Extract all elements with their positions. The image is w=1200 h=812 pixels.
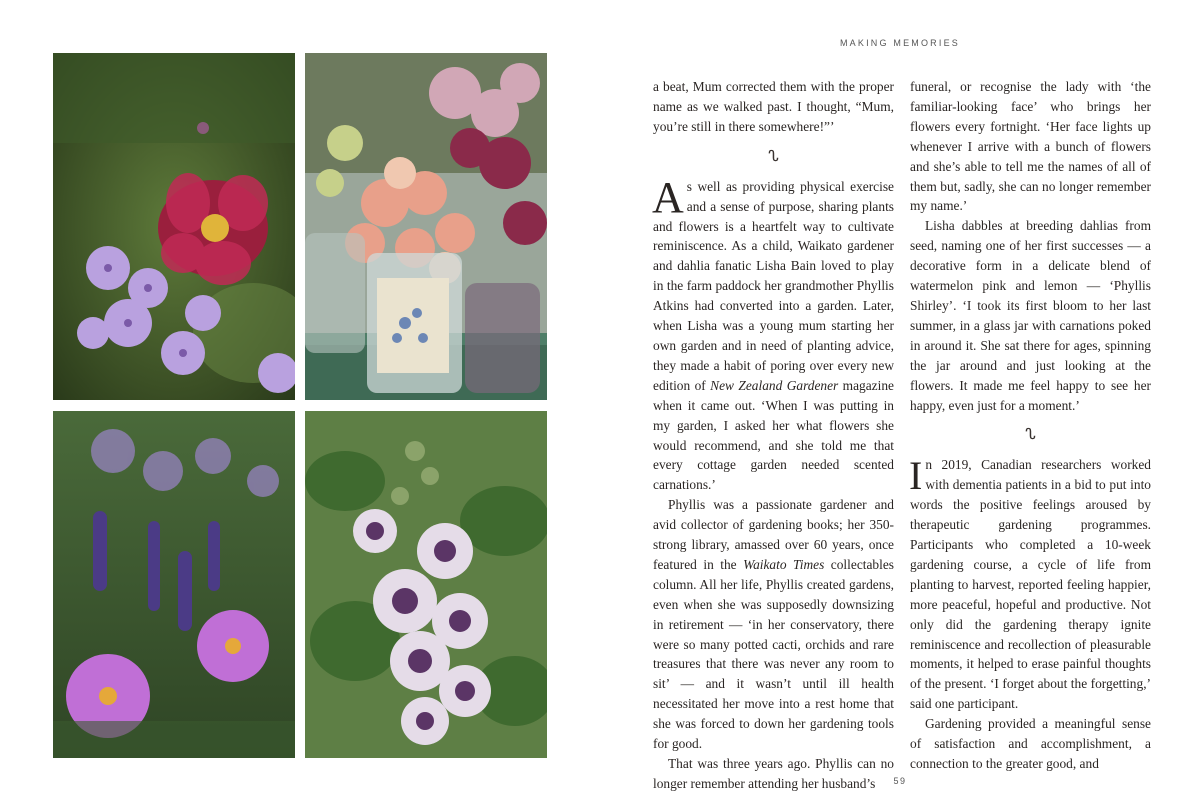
page-number: 59 [893,776,907,786]
paragraph: Gardening provided a meaningful sense of satisfaction and accomplishment, a connection to the greater good, and [910,716,1151,771]
paragraph: That was three years ago. Phyllis can no longer remember attending her husband’s [653,756,894,791]
ornament-icon: ᔐ [1025,427,1036,444]
text-column-right [910,77,1151,774]
paragraph: Phyllis was a passionate gardener and avid collector of gardening books; her 350-strong library, amassed over 60 years, once featured in the Waikato Times collectables column. All her life, Phyllis created gardens, even when she was supposedly downsizing in retirement — ‘in her conservatory, there were so many potted cacti, orchids and rare treasures that there was never any room to sit’ — and it wasn’t until ill health necessitated her move into a rest home that she was forced to down her gardening tools for good. [653,497,894,752]
photo-flower-jars [305,53,547,400]
photo-cosmos-phlox [53,53,295,400]
photo-hollyhocks [305,411,547,758]
drop-cap: A [652,172,684,222]
flower-photo-icon [305,53,547,400]
drop-cap: I [909,453,923,499]
photo-cosmos-salvia [53,411,295,758]
paragraph: As well as providing physical exercise and a sense of purpose, sharing plants and flowers is a heartfelt way to cultivate reminiscence. As a child, Waikato gardener and dahlia fanatic Lisha Bain loved to play in the farm paddock her grandmother Phyllis Atkins had converted into a garden. Later, when Lisha was a young mum starting her own garden and in need of planting advice, they made a habit of poring over every new edition of New Zealand Gardener magazine when it came out. ‘When I was putting in my garden, I asked her what flowers she would recommend, and she told me that every cottage garden needed scented carnations.’ [652,172,894,493]
paragraph: funeral, or recognise the lady with ‘the familiar-looking face’ who brings her flowers every fortnight. ‘Her face lights up whenever I arrive with a bunch of flowers and she’s able to tell me the names of all of them but, sadly, she can no longer remember my name.’ [910,79,1151,214]
flower-photo-icon [53,411,295,758]
text-column-left [653,77,894,794]
paragraph: a beat, Mum corrected them with the proper name as we walked past. I thought, “Mum, you’re still in there somewhere!”’ [653,79,894,134]
paragraph: Lisha dabbles at breeding dahlias from seed, naming one of her first successes — a decorative form in a delicate blend of watermelon pink and lemon — ‘Phyllis Shirley’. ‘I took its first bloom to her last summer, in a glass jar with carnations poked in around it. She sat there for ages, spinning the jar around and just looking at the flowers. It made me feel happy to see her happy, even just for a moment.’ [910,218,1151,413]
running-head: MAKING MEMORIES [839,38,960,48]
ornament-icon: ᔐ [768,148,779,165]
paragraph: In 2019, Canadian researchers worked with dementia patients in a bid to put into words the positive feelings aroused by therapeutic gardening programmes. Participants who completed a 10-week gardening course, a cycle of life from planting to harvest, reported feeling happier, more peaceful, hopeful and productive. Not only did the gardening therapy ignite reminiscence and recollection of pleasurable moments, it helped to erase painful thoughts of the present. ‘I forget about the forgetting,’ said one participant. [909,453,1151,712]
flower-photo-icon [53,53,295,400]
flower-photo-icon [305,411,547,758]
